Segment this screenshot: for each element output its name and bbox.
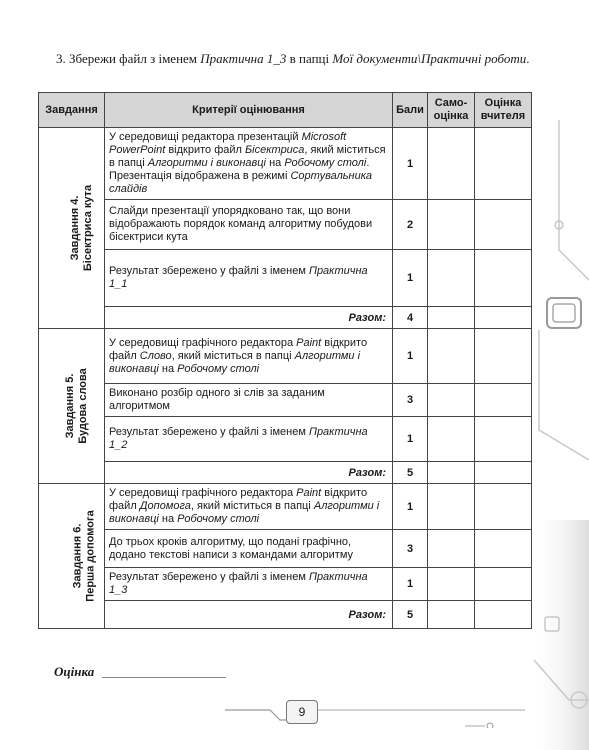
self-assessment-total-cell[interactable] [428, 462, 475, 484]
teacher-grade-cell[interactable] [475, 417, 532, 462]
teacher-grade-cell[interactable] [475, 329, 532, 384]
total-row [39, 462, 532, 484]
self-assessment-cell[interactable] [428, 417, 475, 462]
instruction-folder: Мої документи\Практичні роботи [332, 51, 527, 66]
self-assessment-cell[interactable] [428, 128, 475, 200]
total-row [39, 307, 532, 329]
self-assessment-total-cell[interactable] [428, 601, 475, 629]
points-cell: 1 [393, 250, 428, 307]
table-row [39, 417, 532, 462]
points-cell: 1 [393, 484, 428, 530]
task-label-cell [39, 329, 105, 484]
instruction-filename: Практична 1_3 [200, 51, 287, 66]
criterion-text [105, 329, 393, 384]
criterion-text [105, 568, 393, 601]
page-number-ornament [225, 698, 525, 728]
points-cell: 1 [393, 417, 428, 462]
total-label: Разом: [105, 462, 393, 484]
instruction-paragraph [56, 50, 536, 67]
criterion-fragment: . Презентація відображена в режимі [109, 157, 370, 182]
table-row [39, 530, 532, 568]
points-cell: 3 [393, 530, 428, 568]
assessment-table [38, 92, 532, 629]
criterion-fragment: , який міститься в папці [171, 349, 295, 362]
task-title: Перша допомога [84, 510, 97, 602]
criterion-fragment: У середовищі графічного редактора [109, 336, 297, 349]
criterion-text [105, 417, 393, 462]
criterion-fragment: Практична 1_3 [109, 571, 368, 596]
teacher-grade-cell[interactable] [475, 250, 532, 307]
criterion-fragment: У середовищі графічного редактора [109, 487, 297, 499]
criterion-fragment: У середовищі редактора презентацій [109, 131, 302, 143]
total-label: Разом: [105, 307, 393, 329]
criterion-text [105, 484, 393, 530]
instruction-end: . [526, 51, 530, 66]
teacher-grade-cell[interactable] [475, 200, 532, 250]
self-assessment-cell[interactable] [428, 200, 475, 250]
self-assessment-total-cell[interactable] [428, 307, 475, 329]
criterion-text [105, 250, 393, 307]
criterion-fragment: Алгоритми і виконавці [109, 500, 380, 525]
criterion-fragment: Microsoft PowerPoint [109, 131, 347, 156]
criterion-fragment: Практична 1_1 [109, 265, 368, 290]
criterion-fragment: , який міститься в папці [109, 144, 386, 169]
criterion-fragment: Paint [296, 487, 322, 499]
task-label [64, 368, 90, 444]
teacher-grade-total-cell[interactable] [475, 601, 532, 629]
table-row [39, 128, 532, 200]
criterion-fragment: відкрито файл [165, 144, 245, 156]
page-number: 9 [286, 700, 318, 724]
criterion-fragment: відкрито файл [109, 336, 368, 362]
instruction-middle: в папці [286, 51, 333, 66]
total-points: 5 [393, 601, 428, 629]
self-assessment-cell[interactable] [428, 384, 475, 417]
task-label-cell [39, 128, 105, 329]
criterion-fragment: Слово [139, 349, 172, 362]
criterion-fragment: Робочому столі [177, 362, 260, 375]
criterion-text [105, 384, 393, 417]
points-cell: 3 [393, 384, 428, 417]
criterion-fragment: Результат збережено у файлі з іменем [109, 265, 309, 277]
grade-label: Оцінка [54, 664, 95, 679]
table-row [39, 484, 532, 530]
criterion-fragment: Алгоритми і виконавці [147, 157, 267, 169]
criterion-fragment: на [158, 362, 178, 375]
teacher-grade-total-cell[interactable] [475, 307, 532, 329]
task-title: Будова слова [76, 368, 89, 444]
teacher-grade-total-cell[interactable] [475, 462, 532, 484]
points-cell: 2 [393, 200, 428, 250]
teacher-grade-cell[interactable] [475, 128, 532, 200]
table-row [39, 250, 532, 307]
teacher-grade-cell[interactable] [475, 530, 532, 568]
criterion-fragment: відкрито файл [109, 487, 368, 512]
header-task: Завдання [39, 93, 105, 128]
task-number: Завдання 6. [71, 523, 84, 589]
task-title: Бісектриса кута [82, 184, 95, 272]
total-row [39, 601, 532, 629]
criterion-fragment: Бісектриса [244, 144, 305, 156]
header-criteria: Критерії оцінювання [105, 93, 393, 128]
grade-input-line[interactable] [102, 677, 226, 678]
total-label: Разом: [105, 601, 393, 629]
self-assessment-cell[interactable] [428, 530, 475, 568]
criterion-text [105, 128, 393, 200]
criterion-text [105, 530, 393, 568]
criterion-fragment: Виконано розбір одного зі слів за заданим алгоритмом [109, 387, 325, 412]
total-points: 5 [393, 462, 428, 484]
criterion-fragment: Результат збережено у файлі з іменем [109, 426, 309, 438]
teacher-grade-cell[interactable] [475, 384, 532, 417]
criterion-fragment: Сортувальника слайдів [109, 170, 373, 195]
instruction-prefix: 3. Збережи файл з іменем [56, 51, 201, 66]
self-assessment-cell[interactable] [428, 484, 475, 530]
total-points: 4 [393, 307, 428, 329]
task-number: Завдання 4. [69, 195, 82, 261]
points-cell: 1 [393, 329, 428, 384]
criterion-fragment: на [158, 513, 178, 525]
criterion-fragment: Практична 1_2 [109, 426, 368, 451]
criterion-fragment: Алгоритми і виконавці [109, 349, 361, 375]
criterion-fragment: Робочому столі [177, 513, 260, 525]
task-label [72, 510, 98, 601]
header-self-assessment: Само-оцінка [428, 93, 475, 128]
criterion-fragment: Paint [296, 336, 322, 349]
task-number: Завдання 5. [63, 373, 76, 439]
header-teacher-grade: Оцінка вчителя [475, 93, 532, 128]
criterion-text [105, 200, 393, 250]
criterion-fragment: Допомога [139, 500, 191, 512]
points-cell: 1 [393, 568, 428, 601]
criterion-fragment: Слайди презентації упорядковано так, що вони відображають порядок команд алгоритму побудови бісектриси кута [109, 205, 373, 243]
table-header-row [39, 93, 532, 128]
task-label-cell [39, 484, 105, 629]
self-assessment-cell[interactable] [428, 250, 475, 307]
criterion-fragment: , який міститься в папці [190, 500, 314, 512]
table-row [39, 329, 532, 384]
task-label [69, 185, 95, 271]
criterion-fragment: Робочому столі [284, 157, 367, 169]
teacher-grade-cell[interactable] [475, 484, 532, 530]
criterion-fragment: Результат збережено у файлі з іменем [109, 571, 309, 583]
criterion-fragment: До трьох кроків алгоритму, що подані графічно, додано текстові написи з командами алгоритму [109, 535, 354, 561]
criterion-fragment: на [266, 157, 285, 169]
header-points: Бали [393, 93, 428, 128]
self-assessment-cell[interactable] [428, 568, 475, 601]
teacher-grade-cell[interactable] [475, 568, 532, 601]
table-row [39, 384, 532, 417]
table-row [39, 568, 532, 601]
table-row [39, 200, 532, 250]
self-assessment-cell[interactable] [428, 329, 475, 384]
points-cell: 1 [393, 128, 428, 200]
